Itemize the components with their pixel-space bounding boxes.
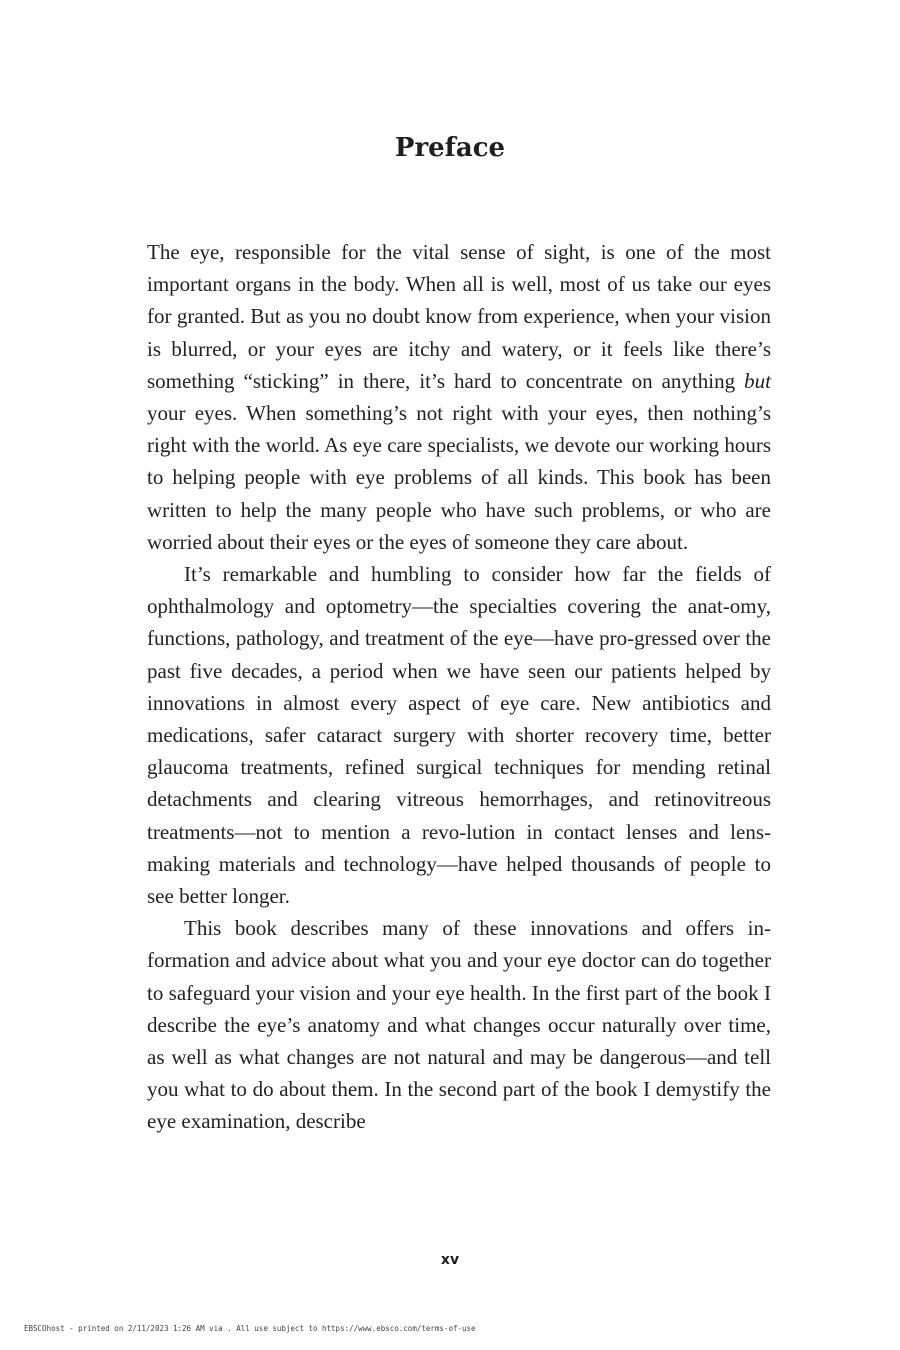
page-number: xv <box>440 1252 460 1268</box>
paragraph-1 <box>147 236 771 558</box>
paragraph-3: This book describes many of these innovations and offers in-formation and advice about what you and your eye doctor can do together to safeguard your vision and your eye health. In the first part of the book I describe the eye’s anatomy and what changes occur naturally over time, as well as what changes are not natural and may be dangerous—and tell you what to do about them. In the second part of the book I demystify the eye examination, describe <box>147 916 771 1134</box>
emphasis-but: but <box>744 368 771 393</box>
page-title: Preface <box>394 133 506 163</box>
preface-body <box>147 236 771 1138</box>
print-footer: EBSCOhost - printed on 2/11/2023 1:26 AM via . All use subject to https://www.ebsco.com/terms-of-use <box>24 1324 476 1333</box>
paragraph-1-text-before: The eye, responsible for the vital sense of sight, is one of the most important organs in the body. When all is well, most of us take our eyes for granted. But as you no doubt know from experience, when your vision is blurred, or your eyes are itchy and watery, or it feels like there’s something “sticking” in there, it’s hard to concentrate on anything <box>147 240 771 393</box>
paragraph-2: It’s remarkable and humbling to consider how far the fields of ophthalmology and optometry—the specialties covering the anat-omy, functions, pathology, and treatment of the eye—have pro-gressed over the past five decades, a period when we have seen our patients helped by innovations in almost every aspect of eye care. New antibiotics and medications, safer cataract surgery with shorter recovery time, better glaucoma treatments, refined surgical techniques for mending retinal detachments and clearing vitreous hemorrhages, and retinovitreous treatments—not to mention a revo-lution in contact lenses and lens-making materials and technology—have helped thousands of people to see better longer. <box>147 562 771 909</box>
paragraph-1-text-after: your eyes. When something’s not right with your eyes, then nothing’s right with the world. As eye care specialists, we devote our working hours to helping people with eye problems of all kinds. This book has been written to help the many people who have such problems, or who are worried about their eyes or the eyes of someone they care about. <box>147 401 771 554</box>
